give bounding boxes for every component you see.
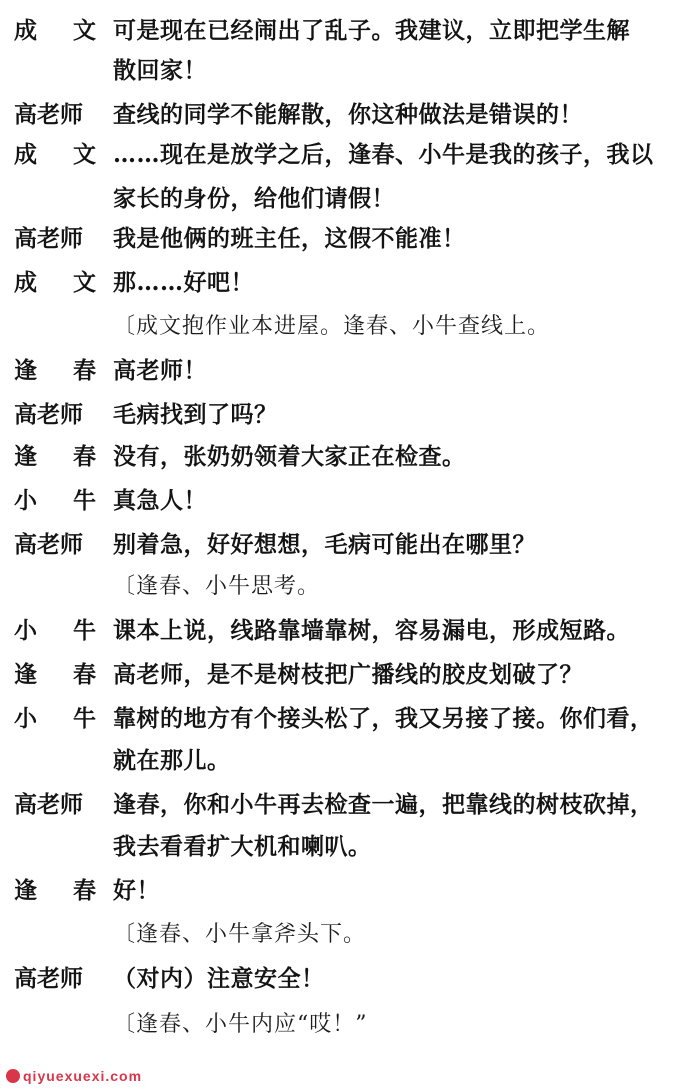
dialogue-text: 家长的身份，给他们请假！ [113, 185, 395, 212]
script-line [0, 310, 700, 349]
speaker-name: 成 文 [14, 17, 96, 44]
dialogue-text: 那……好吧！ [113, 269, 254, 296]
dialogue-text: 真急人！ [113, 487, 207, 514]
stage-direction: 〔成文抱作业本进屋。逢春、小牛查线上。 [113, 314, 551, 339]
script-line [0, 266, 700, 305]
script-line [0, 918, 700, 957]
speaker-name: 高老师 [14, 965, 83, 992]
site-logo-icon [6, 1069, 20, 1083]
script-line [0, 658, 700, 697]
dialogue-text: 高老师！ [113, 357, 207, 384]
script-line [0, 54, 700, 93]
dialogue-text: 靠树的地方有个接头松了，我又另接了接。你们看， [113, 705, 654, 732]
dialogue-text: ……现在是放学之后，逢春、小牛是我的孩子，我以 [113, 141, 654, 168]
speaker-name: 逢 春 [14, 443, 96, 470]
speaker-name: 高老师 [14, 225, 83, 252]
dialogue-text: 课本上说，线路靠墙靠树，容易漏电，形成短路。 [113, 617, 630, 644]
script-line [0, 182, 700, 221]
dialogue-text: 可是现在已经闹出了乱子。我建议，立即把学生解 [113, 17, 630, 44]
speaker-name: 小 牛 [14, 705, 96, 732]
speaker-name: 高老师 [14, 531, 83, 558]
dialogue-text: 毛病找到了吗？ [113, 401, 278, 428]
speaker-name: 成 文 [14, 141, 96, 168]
speaker-name: 高老师 [14, 101, 83, 128]
script-line [0, 222, 700, 261]
script-line [0, 528, 700, 567]
script-line [0, 702, 700, 741]
script-line [0, 874, 700, 913]
script-line [0, 354, 700, 393]
script-line [0, 484, 700, 523]
speaker-name: 逢 春 [14, 877, 96, 904]
dialogue-text: （对内）注意安全！ [113, 965, 325, 992]
script-line [0, 744, 700, 783]
dialogue-text: 没有，张奶奶领着大家正在检查。 [113, 443, 466, 470]
speaker-name: 高老师 [14, 401, 83, 428]
script-line [0, 440, 700, 479]
watermark-text: qiyuexuexi.com [23, 1068, 143, 1084]
script-line [0, 788, 700, 827]
script-line [0, 570, 700, 609]
script-line [0, 962, 700, 1001]
script-line [0, 398, 700, 437]
dialogue-text: 就在那儿。 [113, 747, 231, 774]
dialogue-text: 高老师，是不是树枝把广播线的胶皮划破了？ [113, 661, 583, 688]
speaker-name: 小 牛 [14, 617, 96, 644]
speaker-name: 成 文 [14, 269, 96, 296]
dialogue-text: 我是他俩的班主任，这假不能准！ [113, 225, 466, 252]
dialogue-text: 别着急，好好想想，毛病可能出在哪里？ [113, 531, 536, 558]
script-line [0, 614, 700, 653]
speaker-name: 逢 春 [14, 357, 96, 384]
stage-direction: 〔逢春、小牛内应“哎！” [113, 1012, 368, 1037]
script-line [0, 14, 700, 53]
dialogue-text: 逢春，你和小牛再去检查一遍，把靠线的树枝砍掉， [113, 791, 654, 818]
speaker-name: 高老师 [14, 791, 83, 818]
dialogue-text: 散回家！ [113, 57, 207, 84]
script-line [0, 1008, 700, 1047]
script-line [0, 138, 700, 177]
dialogue-text: 我去看看扩大机和喇叭。 [113, 833, 372, 860]
speaker-name: 逢 春 [14, 661, 96, 688]
site-watermark [6, 1068, 142, 1084]
dialogue-text: 查线的同学不能解散，你这种做法是错误的！ [113, 101, 583, 128]
script-line [0, 98, 700, 137]
stage-direction: 〔逢春、小牛思考。 [113, 574, 321, 599]
stage-direction: 〔逢春、小牛拿斧头下。 [113, 922, 367, 947]
dialogue-text: 好！ [113, 877, 160, 904]
script-line [0, 830, 700, 869]
speaker-name: 小 牛 [14, 487, 96, 514]
